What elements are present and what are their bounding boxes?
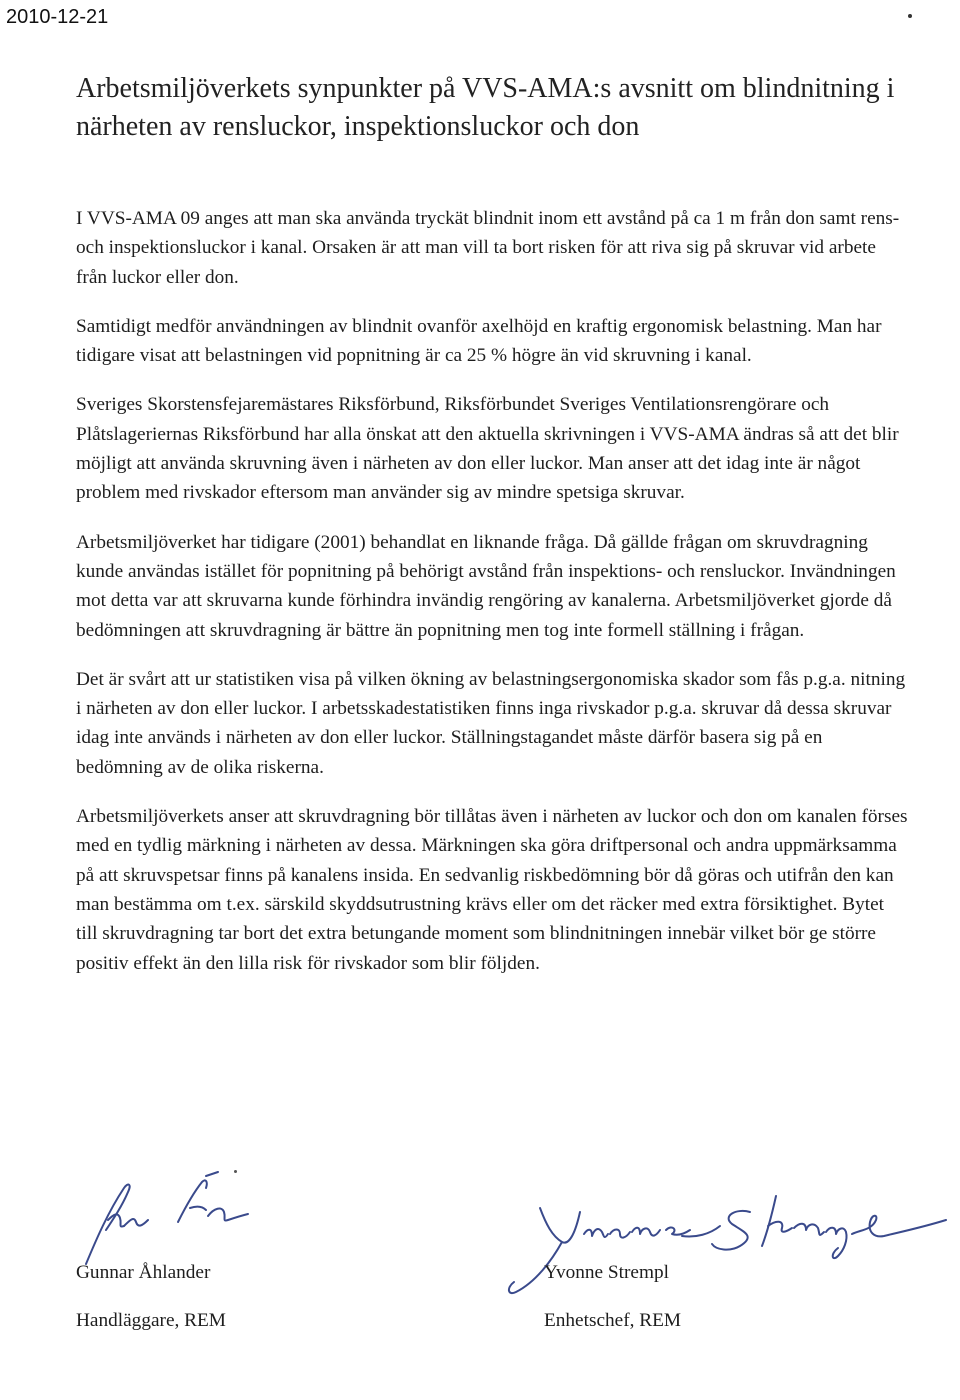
paragraph: I VVS-AMA 09 anges att man ska använda tryckät blindnit inom ett avstånd på ca 1 m från don samt rens- och inspektionsluckor i kanal. Orsaken är att man vill ta bort risken för att riva sig på skruvar vid arbete från luckor eller don.: [76, 208, 900, 288]
paragraph: Samtidigt medför användningen av blindnit ovanför axelhöjd en kraftig ergonomisk belastning. Man har tidigare visat att belastningen vid popnitning är ca 25 % högre än vid skruvning i kanal.: [76, 315, 882, 367]
signatory-right: [544, 1260, 681, 1334]
signatory-name: Gunnar Åhlander: [76, 1262, 211, 1283]
paragraph: Det är svårt att ur statistiken visa på vilken ökning av belastningsergonomiska skador som fås p.g.a. nitning i närheten av don eller luckor. I arbetsskadestatistiken finns inga rivskador p.g.a. skruvar då dessa skruvar idag inte används i närheten av don eller luckor. Ställningstagandet måste därför basera sig på en bedömning av de olika riskerna.: [76, 668, 906, 778]
paragraph: Sveriges Skorstensfejaremästares Riksförbund, Riksförbundet Sveriges Ventilationsrengörare och Plåtslageriernas Riksförbund har alla önskat att den aktuella skrivningen i VVS-AMA ändras så att det blir möjligt att använda skruvning även i närheten av don eller luckor. Man anser att det idag inte är något problem med rivskador eftersom man använder sig av mindre spetsiga skruvar.: [76, 394, 899, 504]
paragraph: Arbetsmiljöverkets anser att skruvdragning bör tillåtas även i närheten av luckor och don om kanalen förses med en tydlig märkning i närheten av dessa. Märkningen ska göra driftpersonal och andra uppmärksamma på att skruvspetsar finns på kanalens insida. En sedvanlig riskbedömning bör då göras och utifrån den kan man bestämma om t.ex. särskild skyddsutrustning krävs eller om det räcker med extra försiktighet. Bytet till skruvdragning tar bort det extra betungande moment som blindnitningen innebär vilket bör ge större positiv effekt än den lilla risk för rivskador som blir följden.: [76, 806, 908, 974]
document-body: [76, 204, 908, 998]
signatory-left: [76, 1260, 226, 1334]
signatory-role: Handläggare, REM: [76, 1310, 226, 1331]
signatory-role: Enhetschef, REM: [544, 1310, 682, 1331]
document-date: 2010-12-21: [6, 6, 109, 28]
scan-speck: [908, 14, 912, 18]
document-title: Arbetsmiljöverkets synpunkter på VVS-AMA:s avsnitt om blindnitning i närheten av rensluckor, inspektionsluckor och don: [76, 73, 895, 142]
signatory-name: Yvonne Strempl: [544, 1262, 669, 1283]
handwritten-signature-left: [78, 1160, 268, 1270]
paragraph: Arbetsmiljöverket har tidigare (2001) behandlat en liknande fråga. Då gällde frågan om skruvdragning kunde användas istället för popnitning på behörigt avstånd från inspektions- och rensluckor. Invändningen mot detta var att skruvarna kunde förhindra invändig rengöring av kanalerna. Arbetsmiljöverket gjorde då bedömningen att skruvdragning är bättre än popnitning men tog inte formell ställning i frågan.: [76, 531, 896, 641]
